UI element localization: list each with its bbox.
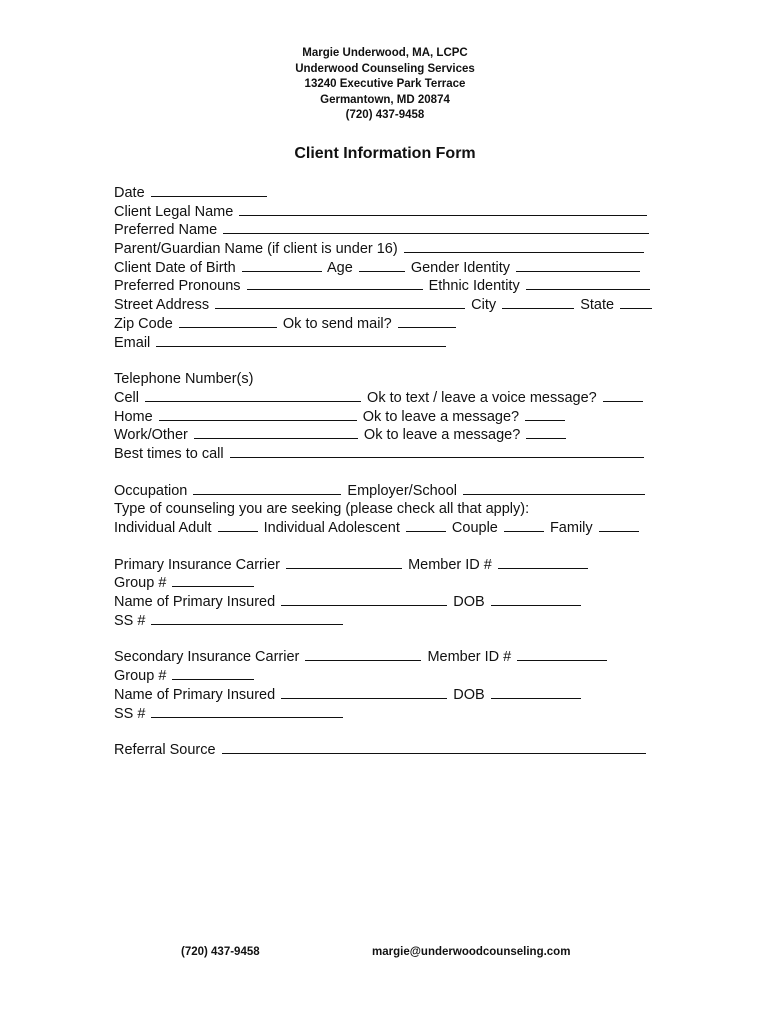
secondary-dob-label: DOB <box>453 686 485 703</box>
work-field[interactable] <box>194 426 358 439</box>
secondary-carrier-row <box>114 648 654 667</box>
primary-carrier-row <box>114 556 654 575</box>
cell-row <box>114 389 654 408</box>
ok-mail-field[interactable] <box>398 315 456 328</box>
legal-name-field[interactable] <box>239 203 647 216</box>
secondary-ss-label: SS # <box>114 705 146 722</box>
zip-row <box>114 315 654 334</box>
secondary-insured-label: Name of Primary Insured <box>114 686 276 703</box>
email-label: Email <box>114 334 151 351</box>
secondary-dob-field[interactable] <box>491 686 581 699</box>
couple-field[interactable] <box>504 519 544 532</box>
best-times-field[interactable] <box>230 445 644 458</box>
email-field[interactable] <box>156 334 446 347</box>
client-form <box>114 184 654 760</box>
primary-group-label: Group # <box>114 575 167 592</box>
ok-leave-work-field[interactable] <box>526 426 566 439</box>
referral-row <box>114 741 654 760</box>
form-title: Client Information Form <box>294 145 476 162</box>
ok-text-label: Ok to text / leave a voice message? <box>367 389 597 406</box>
secondary-insured-row <box>114 686 654 705</box>
primary-ss-row <box>114 612 654 631</box>
dob-label: Client Date of Birth <box>114 259 236 276</box>
primary-carrier-field[interactable] <box>286 556 402 569</box>
secondary-carrier-field[interactable] <box>305 648 421 661</box>
email-row <box>114 334 654 353</box>
city-label: City <box>471 297 497 314</box>
occupation-label: Occupation <box>114 482 188 499</box>
preferred-name-row <box>114 221 654 240</box>
dob-row <box>114 259 654 278</box>
telephone-heading: Telephone Number(s) <box>114 371 254 388</box>
primary-dob-label: DOB <box>453 594 485 611</box>
secondary-group-row <box>114 667 654 686</box>
ethnic-field[interactable] <box>526 277 650 290</box>
secondary-insured-field[interactable] <box>281 686 447 699</box>
city-field[interactable] <box>502 296 574 309</box>
state-field[interactable] <box>620 296 652 309</box>
couple-label: Couple <box>451 520 498 536</box>
primary-insured-label: Name of Primary Insured <box>114 594 276 611</box>
footer-phone: (720) 437-9458 <box>181 946 260 958</box>
primary-group-field[interactable] <box>172 574 254 587</box>
individual-adolescent-label: Individual Adolescent <box>263 520 400 536</box>
guardian-row <box>114 240 654 259</box>
date-label: Date <box>114 185 145 201</box>
primary-ss-field[interactable] <box>151 612 343 625</box>
ethnic-label: Ethnic Identity <box>428 278 520 295</box>
pronouns-row <box>114 277 654 296</box>
secondary-member-id-label: Member ID # <box>427 649 512 666</box>
cell-field[interactable] <box>145 389 361 402</box>
referral-label: Referral Source <box>114 742 216 759</box>
zip-field[interactable] <box>179 315 277 328</box>
street-label: Street Address <box>114 297 210 314</box>
primary-insured-field[interactable] <box>281 593 447 606</box>
primary-member-id-label: Member ID # <box>408 556 492 573</box>
counseling-type-label: Type of counseling you are seeking (please check all that apply): <box>114 501 530 518</box>
state-label: State <box>580 297 615 314</box>
legal-name-label: Client Legal Name <box>114 203 234 220</box>
primary-carrier-label: Primary Insurance Carrier <box>114 556 280 573</box>
secondary-carrier-label: Secondary Insurance Carrier <box>114 649 300 666</box>
occupation-row <box>114 482 654 501</box>
dob-field[interactable] <box>242 259 322 272</box>
pronouns-field[interactable] <box>247 277 423 290</box>
address-row <box>114 296 654 315</box>
family-label: Family <box>549 520 593 536</box>
gender-field[interactable] <box>516 259 640 272</box>
primary-dob-field[interactable] <box>491 593 581 606</box>
letterhead <box>0 46 770 124</box>
primary-group-row <box>114 574 654 593</box>
age-field[interactable] <box>359 259 405 272</box>
preferred-name-label: Preferred Name <box>114 222 218 239</box>
ok-text-field[interactable] <box>603 389 643 402</box>
work-label: Work/Other <box>114 427 188 444</box>
primary-member-id-field[interactable] <box>498 556 588 569</box>
telephone-heading-row <box>114 370 654 389</box>
cell-label: Cell <box>114 389 139 406</box>
footer-email[interactable]: margie@underwoodcounseling.com <box>372 946 571 958</box>
gender-label: Gender Identity <box>410 259 510 276</box>
individual-adolescent-field[interactable] <box>406 519 446 532</box>
employer-field[interactable] <box>463 482 645 495</box>
preferred-name-field[interactable] <box>223 221 649 234</box>
ok-leave-home-label: Ok to leave a message? <box>362 408 520 425</box>
date-row <box>114 184 654 203</box>
counseling-type-row <box>114 500 654 519</box>
city-state-zip: Germantown, MD 20874 <box>320 93 450 106</box>
primary-insured-row <box>114 593 654 612</box>
secondary-group-label: Group # <box>114 668 167 685</box>
ok-leave-work-label: Ok to leave a message? <box>363 427 521 444</box>
date-field[interactable] <box>151 184 267 197</box>
secondary-group-field[interactable] <box>172 667 254 680</box>
street-address: 13240 Executive Park Terrace <box>304 78 466 90</box>
pronouns-label: Preferred Pronouns <box>114 278 241 295</box>
counseling-options-row <box>114 519 654 538</box>
header-phone: (720) 437-9458 <box>345 109 425 121</box>
employer-label: Employer/School <box>347 482 458 499</box>
age-label: Age <box>326 259 353 276</box>
home-row <box>114 408 654 427</box>
ok-mail-label: Ok to send mail? <box>282 315 392 332</box>
individual-adult-field[interactable] <box>218 519 258 532</box>
work-row <box>114 426 654 445</box>
ok-leave-home-field[interactable] <box>525 408 565 421</box>
provider-name: Margie Underwood, MA, LCPC <box>302 47 468 59</box>
best-times-row <box>114 445 654 464</box>
individual-adult-label: Individual Adult <box>114 520 212 536</box>
home-label: Home <box>114 408 153 425</box>
secondary-member-id-field[interactable] <box>517 648 607 661</box>
zip-label: Zip Code <box>114 315 173 332</box>
family-field[interactable] <box>599 519 639 532</box>
practice-name: Underwood Counseling Services <box>295 62 475 75</box>
street-field[interactable] <box>215 296 465 309</box>
secondary-ss-row <box>114 705 654 724</box>
primary-ss-label: SS # <box>114 612 146 629</box>
best-times-label: Best times to call <box>114 445 224 462</box>
referral-field[interactable] <box>222 741 646 754</box>
occupation-field[interactable] <box>193 482 341 495</box>
home-field[interactable] <box>159 408 357 421</box>
secondary-ss-field[interactable] <box>151 705 343 718</box>
legal-name-row <box>114 203 654 222</box>
guardian-label: Parent/Guardian Name (if client is under 16) <box>114 241 398 258</box>
guardian-field[interactable] <box>404 240 644 253</box>
